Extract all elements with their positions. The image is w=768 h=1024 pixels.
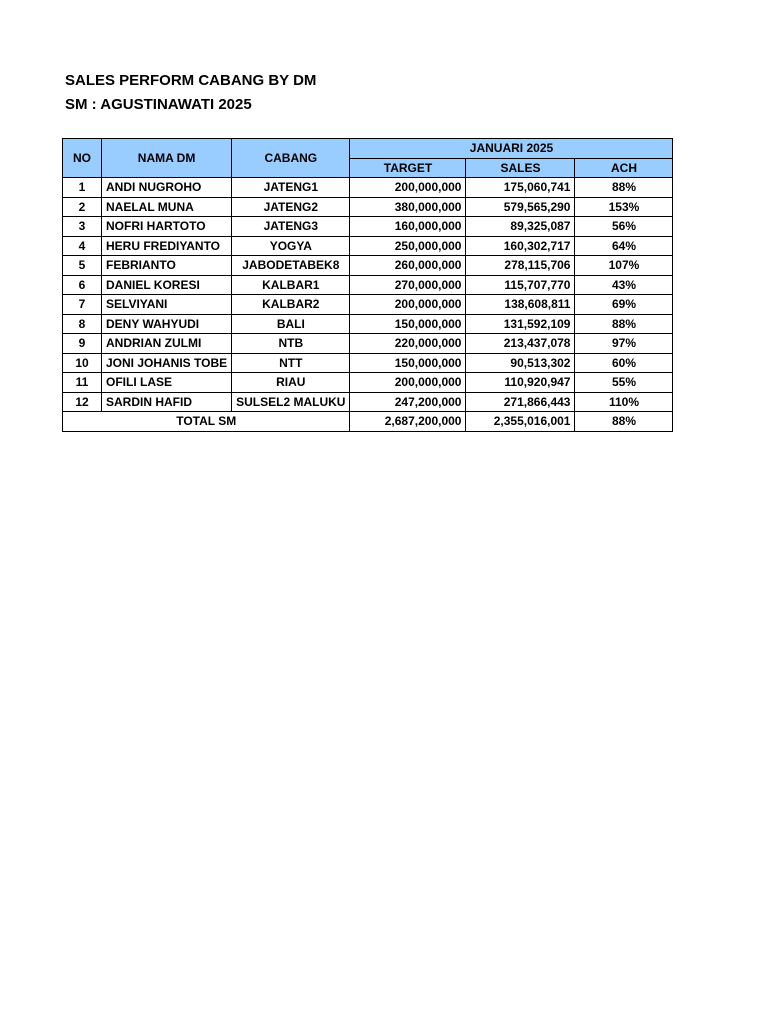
cell-target: 220,000,000 — [350, 334, 466, 354]
cell-sales: 89,325,087 — [466, 217, 575, 237]
cell-cabang: NTT — [232, 353, 350, 373]
cell-no: 9 — [63, 334, 102, 354]
table-row — [63, 197, 673, 217]
table-row — [63, 314, 673, 334]
cell-no: 12 — [63, 392, 102, 412]
cell-no: 7 — [63, 295, 102, 315]
cell-cabang: JATENG2 — [232, 197, 350, 217]
cell-nama-dm: DENY WAHYUDI — [102, 314, 232, 334]
header-sales: SALES — [466, 158, 575, 178]
cell-nama-dm: ANDI NUGROHO — [102, 178, 232, 198]
table-row — [63, 236, 673, 256]
cell-target: 200,000,000 — [350, 373, 466, 393]
header-ach: ACH — [575, 158, 673, 178]
cell-target: 200,000,000 — [350, 295, 466, 315]
cell-ach: 60% — [575, 353, 673, 373]
cell-no: 10 — [63, 353, 102, 373]
cell-nama-dm: HERU FREDIYANTO — [102, 236, 232, 256]
cell-cabang: YOGYA — [232, 236, 350, 256]
cell-cabang: NTB — [232, 334, 350, 354]
table-row — [63, 217, 673, 237]
cell-target: 380,000,000 — [350, 197, 466, 217]
cell-target: 200,000,000 — [350, 178, 466, 198]
cell-target: 150,000,000 — [350, 314, 466, 334]
cell-cabang: SULSEL2 MALUKU — [232, 392, 350, 412]
cell-nama-dm: FEBRIANTO — [102, 256, 232, 276]
cell-cabang: JATENG3 — [232, 217, 350, 237]
table-row — [63, 256, 673, 276]
table-row — [63, 334, 673, 354]
total-target: 2,687,200,000 — [350, 412, 466, 432]
total-sales: 2,355,016,001 — [466, 412, 575, 432]
table-row — [63, 178, 673, 198]
cell-no: 1 — [63, 178, 102, 198]
cell-sales: 160,302,717 — [466, 236, 575, 256]
cell-no: 6 — [63, 275, 102, 295]
report-subtitle: SM : AGUSTINAWATI 2025 — [65, 96, 252, 113]
total-row — [63, 412, 673, 432]
cell-ach: 110% — [575, 392, 673, 412]
cell-sales: 90,513,302 — [466, 353, 575, 373]
cell-cabang: JABODETABEK8 — [232, 256, 350, 276]
cell-no: 8 — [63, 314, 102, 334]
cell-no: 5 — [63, 256, 102, 276]
cell-nama-dm: ANDRIAN ZULMI — [102, 334, 232, 354]
sales-performance-table — [62, 138, 673, 432]
header-cabang: CABANG — [232, 139, 350, 178]
table-row — [63, 373, 673, 393]
total-ach: 88% — [575, 412, 673, 432]
cell-ach: 88% — [575, 314, 673, 334]
cell-sales: 278,115,706 — [466, 256, 575, 276]
cell-target: 160,000,000 — [350, 217, 466, 237]
cell-ach: 64% — [575, 236, 673, 256]
cell-no: 4 — [63, 236, 102, 256]
cell-sales: 115,707,770 — [466, 275, 575, 295]
cell-ach: 43% — [575, 275, 673, 295]
cell-target: 270,000,000 — [350, 275, 466, 295]
cell-target: 150,000,000 — [350, 353, 466, 373]
cell-ach: 69% — [575, 295, 673, 315]
cell-cabang: JATENG1 — [232, 178, 350, 198]
table-row — [63, 275, 673, 295]
cell-nama-dm: NAELAL MUNA — [102, 197, 232, 217]
header-nama-dm: NAMA DM — [102, 139, 232, 178]
cell-no: 2 — [63, 197, 102, 217]
cell-sales: 175,060,741 — [466, 178, 575, 198]
table-row — [63, 392, 673, 412]
cell-sales: 110,920,947 — [466, 373, 575, 393]
cell-cabang: KALBAR2 — [232, 295, 350, 315]
cell-ach: 55% — [575, 373, 673, 393]
cell-cabang: KALBAR1 — [232, 275, 350, 295]
cell-sales: 213,437,078 — [466, 334, 575, 354]
cell-target: 247,200,000 — [350, 392, 466, 412]
cell-sales: 579,565,290 — [466, 197, 575, 217]
cell-ach: 153% — [575, 197, 673, 217]
cell-ach: 56% — [575, 217, 673, 237]
cell-no: 11 — [63, 373, 102, 393]
cell-nama-dm: NOFRI HARTOTO — [102, 217, 232, 237]
header-target: TARGET — [350, 158, 466, 178]
cell-nama-dm: SARDIN HAFID — [102, 392, 232, 412]
cell-sales: 138,608,811 — [466, 295, 575, 315]
cell-nama-dm: JONI JOHANIS TOBE — [102, 353, 232, 373]
table-row — [63, 295, 673, 315]
header-no: NO — [63, 139, 102, 178]
cell-ach: 97% — [575, 334, 673, 354]
table-row — [63, 353, 673, 373]
cell-ach: 107% — [575, 256, 673, 276]
table-body — [63, 178, 673, 432]
cell-target: 250,000,000 — [350, 236, 466, 256]
total-label: TOTAL SM — [63, 412, 350, 432]
cell-sales: 271,866,443 — [466, 392, 575, 412]
cell-sales: 131,592,109 — [466, 314, 575, 334]
cell-target: 260,000,000 — [350, 256, 466, 276]
cell-no: 3 — [63, 217, 102, 237]
header-month: JANUARI 2025 — [350, 139, 673, 159]
cell-nama-dm: DANIEL KORESI — [102, 275, 232, 295]
cell-ach: 88% — [575, 178, 673, 198]
cell-nama-dm: OFILI LASE — [102, 373, 232, 393]
cell-nama-dm: SELVIYANI — [102, 295, 232, 315]
cell-cabang: RIAU — [232, 373, 350, 393]
cell-cabang: BALI — [232, 314, 350, 334]
report-title: SALES PERFORM CABANG BY DM — [65, 72, 317, 89]
